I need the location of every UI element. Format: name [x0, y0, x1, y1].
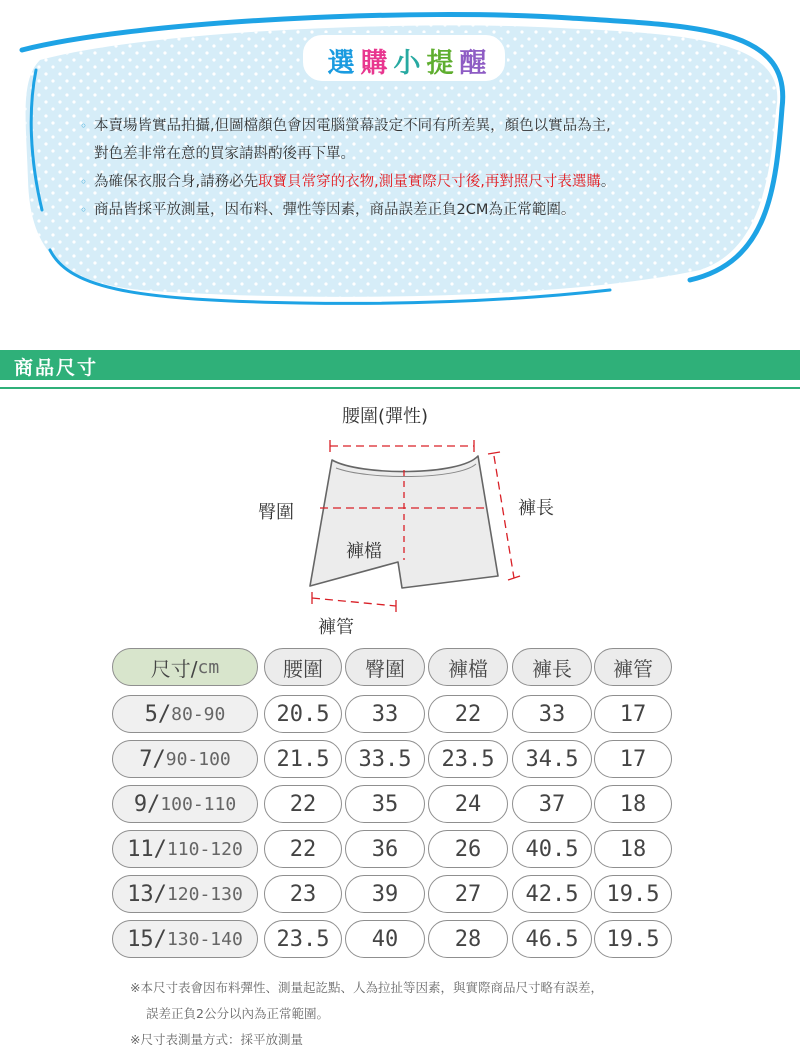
size-cell [112, 920, 258, 958]
bullet-icon: ◦ [80, 175, 88, 189]
leg-measure-line [312, 592, 396, 612]
hip-label: 臀圍 [258, 502, 294, 523]
waist-value: 22 [264, 830, 342, 868]
length-value: 46.5 [512, 920, 592, 958]
size-number: 5/ [144, 701, 172, 727]
note-line: ※本尺寸表會因布料彈性、測量起訖點、人為拉扯等因素，與實際商品尺寸略有誤差， [130, 980, 603, 995]
size-range: 80-90 [171, 703, 226, 725]
leg-value: 18 [594, 785, 672, 823]
length-value: 34.5 [512, 740, 592, 778]
waist-value: 23 [264, 875, 342, 913]
size-number: 9/ [133, 791, 161, 817]
waist-value: 22 [264, 785, 342, 823]
tip-text: 。 [600, 174, 616, 190]
note-line: ※尺寸表測量方式：採平放測量 [130, 1032, 303, 1045]
header-waist: 腰圍 [264, 648, 342, 686]
leg-value: 19.5 [594, 920, 672, 958]
length-value: 40.5 [512, 830, 592, 868]
title-char: 小 [393, 47, 421, 79]
tip-text: 商品皆採平放測量，因布料、彈性等因素，商品誤差正負2CM為正常範圍。 [94, 202, 576, 218]
tip-highlight: 取寶貝常穿的衣物,測量實際尺寸後,再對照尺寸表選購 [258, 174, 601, 190]
header-length: 褲長 [512, 648, 592, 686]
size-range: 120-130 [166, 883, 243, 905]
size-number: 13/ [127, 881, 167, 907]
hip-value: 35 [345, 785, 425, 823]
hip-value: 33 [345, 695, 425, 733]
rise-value: 28 [428, 920, 508, 958]
section-title: 商品尺寸 [14, 357, 99, 379]
size-number: 15/ [127, 926, 167, 952]
size-column-header [112, 648, 258, 686]
rise-label: 褲檔 [346, 541, 382, 562]
size-range: 100-110 [160, 793, 237, 815]
hip-value: 40 [345, 920, 425, 958]
waist-value: 20.5 [264, 695, 342, 733]
hip-value: 39 [345, 875, 425, 913]
hip-value: 33.5 [345, 740, 425, 778]
waist-value: 21.5 [264, 740, 342, 778]
size-range: 90-100 [165, 748, 231, 770]
rise-value: 23.5 [428, 740, 508, 778]
header-leg: 褲管 [594, 648, 672, 686]
hip-value: 36 [345, 830, 425, 868]
leg-value: 17 [594, 740, 672, 778]
size-header-label: 尺寸/ [150, 656, 198, 681]
rise-value: 24 [428, 785, 508, 823]
size-cell [112, 695, 258, 733]
header-hip: 臀圍 [345, 648, 425, 686]
title-char: 醒 [459, 47, 487, 79]
size-number: 7/ [139, 746, 166, 772]
size-cell [112, 875, 258, 913]
size-cell [112, 740, 258, 778]
rise-value: 22 [428, 695, 508, 733]
bullet-icon: ◦ [80, 119, 88, 133]
length-label: 褲長 [518, 498, 554, 519]
size-cell [112, 785, 258, 823]
bullet-icon: ◦ [80, 203, 88, 217]
title-char: 選 [327, 47, 355, 79]
rise-value: 26 [428, 830, 508, 868]
leg-value: 17 [594, 695, 672, 733]
leg-value: 19.5 [594, 875, 672, 913]
size-number: 11/ [127, 836, 167, 862]
rise-value: 27 [428, 875, 508, 913]
size-cell [112, 830, 258, 868]
length-value: 33 [512, 695, 592, 733]
leg-value: 18 [594, 830, 672, 868]
tip-text: 對色差非常在意的買家請斟酌後再下單。 [94, 146, 355, 162]
title-char: 購 [360, 47, 388, 79]
tip-text: 本賣場皆實品拍攝,但圖檔顏色會因電腦螢幕設定不同有所差異，顏色以實品為主, [94, 118, 611, 134]
length-value: 37 [512, 785, 592, 823]
header-rise: 褲檔 [428, 648, 508, 686]
leg-opening-label: 褲管 [318, 617, 354, 638]
size-range: 130-140 [166, 928, 243, 950]
waist-measure-line [330, 440, 474, 452]
note-line: 誤差正負2公分以內為正常範圍。 [146, 1006, 329, 1021]
tip-text: 為確保衣服合身,請務必先 [94, 174, 259, 190]
size-range: 110-120 [166, 838, 243, 860]
title-char: 提 [426, 47, 454, 79]
waist-label: 腰圍(彈性) [342, 406, 429, 427]
length-value: 42.5 [512, 875, 592, 913]
size-notes [130, 975, 603, 1045]
size-header-unit: cm [197, 656, 220, 678]
waist-value: 23.5 [264, 920, 342, 958]
